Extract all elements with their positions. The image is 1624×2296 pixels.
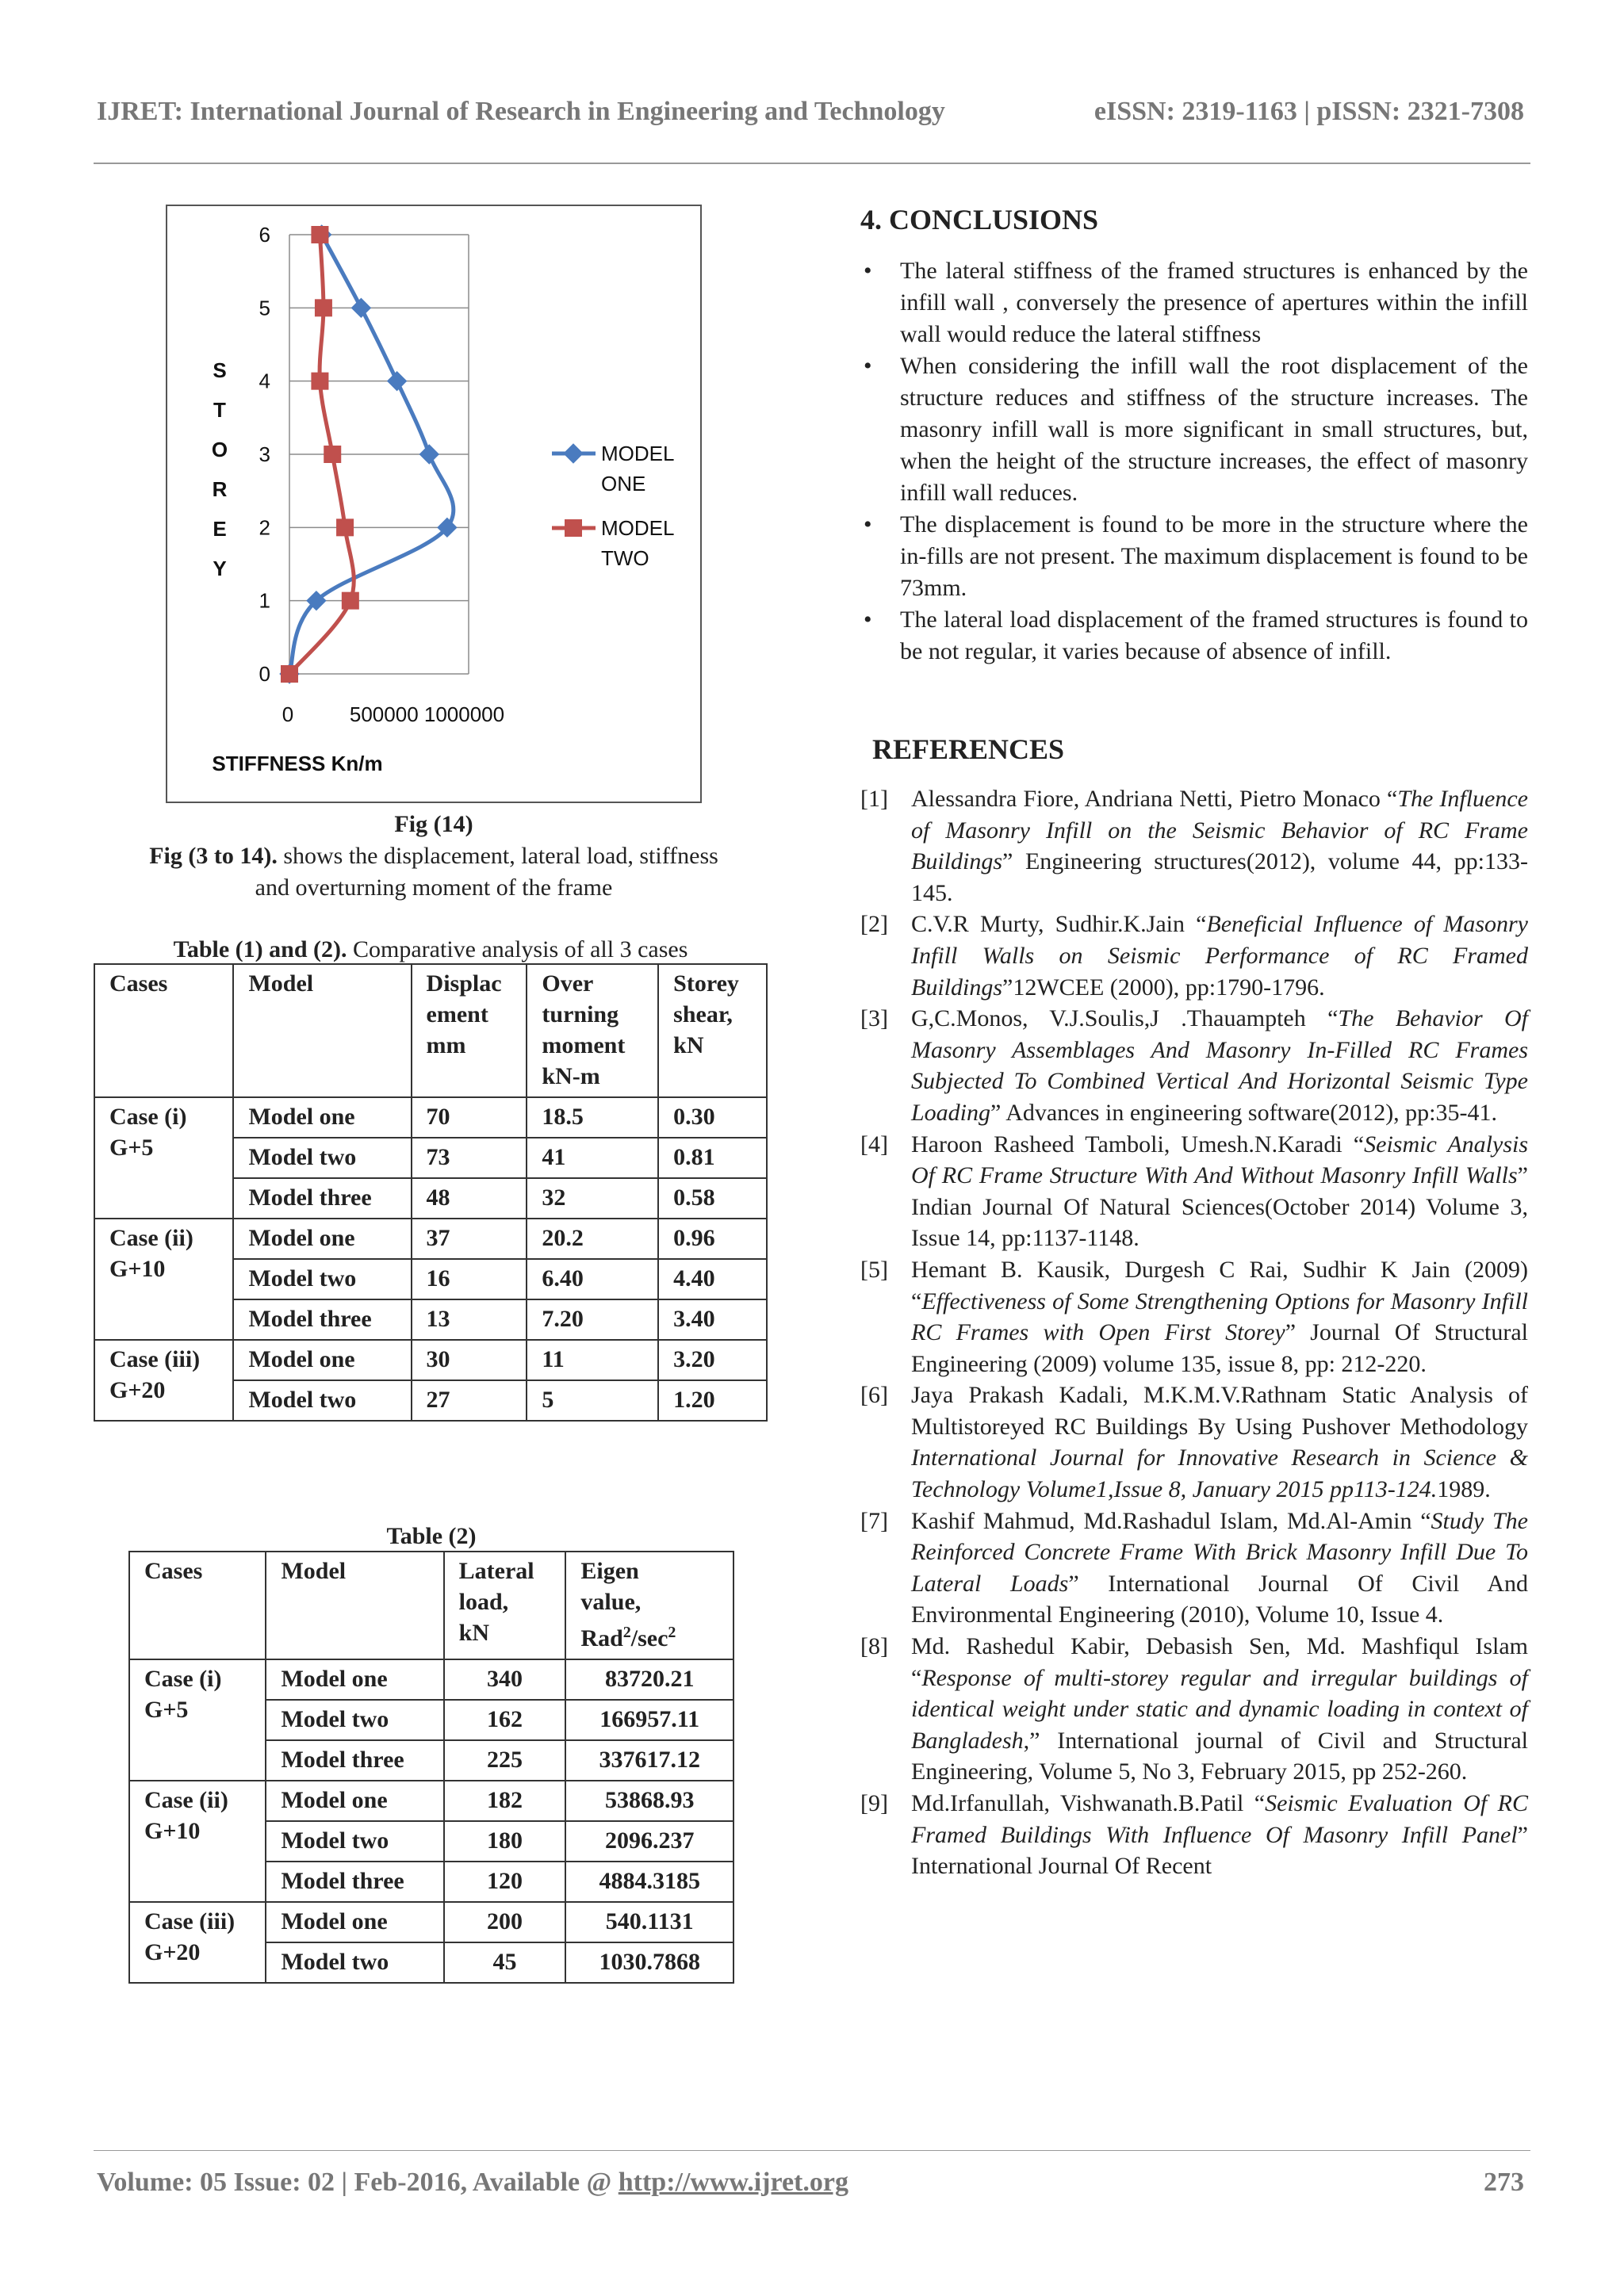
case-cell: Case (i) G+5 [129, 1659, 266, 1781]
reference-title: Seismic Evaluation Of RC Framed Buildings With Influence Of Masonry Infill Panel [911, 1790, 1528, 1848]
reference-text: ”12WCEE (2000), pp:1790-1796. [1002, 974, 1325, 1001]
reference-number: [1] [860, 786, 888, 812]
model-cell: Model two [266, 1942, 443, 1983]
table1-header-1: Cases [94, 964, 233, 1097]
y-tick-label: 6 [259, 223, 270, 247]
reference-text: G,C.Monos, V.J.Soulis,J .Thauampteh “ [911, 1005, 1339, 1032]
case-cell: Case (ii) G+10 [129, 1781, 266, 1902]
reference-text: Alessandra Fiore, Andriana Netti, Pietro Monaco “ [911, 786, 1398, 812]
y-axis-title-letter: Y [213, 557, 227, 580]
value-cell: 182 [444, 1781, 566, 1821]
eigen-unit-sup: 2 [622, 1624, 631, 1641]
y-tick-label: 0 [259, 662, 270, 686]
reference-number: [8] [860, 1633, 888, 1660]
table1-row [94, 1219, 767, 1259]
value-cell: 540.1131 [565, 1902, 733, 1942]
value-cell: 41 [527, 1138, 658, 1178]
reference-item [860, 1631, 1528, 1788]
table1-caption [94, 934, 768, 966]
reference-text: ” International Journal Of Recent [911, 1821, 1528, 1880]
table2-row [129, 1659, 733, 1700]
value-cell: 225 [444, 1740, 566, 1781]
header-rule [94, 163, 1530, 164]
conclusions-list [860, 255, 1528, 668]
data-point [315, 299, 332, 316]
reference-text: ” International Journal Of Civil And Environmental Engineering (2010), Volume 10, Issue 4. [911, 1570, 1528, 1628]
conclusion-item: • The displacement is found to be more in the structure where the in-fills are not present. The maximum displacement is found to be 73mm. [860, 509, 1528, 604]
reference-item [860, 909, 1528, 1003]
reference-text: ” Engineering structures(2012), volume 44, pp:133-145. [911, 848, 1528, 906]
reference-text: 1989. [1437, 1476, 1491, 1503]
data-point [387, 371, 407, 391]
footer-rule [94, 2150, 1530, 2151]
model-cell: Model two [266, 1700, 443, 1740]
references-list [860, 783, 1528, 1882]
value-cell: 0.30 [658, 1097, 767, 1138]
stiffness-chart [167, 206, 700, 802]
reference-item [860, 1003, 1528, 1128]
data-point [351, 298, 371, 318]
issn: eISSN: 2319-1163 | pISSN: 2321-7308 [1094, 97, 1524, 126]
case-cell: Case (ii) G+10 [94, 1219, 233, 1340]
reference-title: The Influence of Masonry Infill on the Seismic Behavior of RC Frame Buildings [911, 786, 1528, 875]
model-cell: Model three [233, 1178, 411, 1219]
reference-text: Jaya Prakash Kadali, M.K.M.V.Rathnam Static Analysis of Multistoreyed RC Buildings By Using Pushover Methodology [911, 1382, 1528, 1440]
y-tick-label: 4 [259, 369, 270, 393]
model-cell: Model three [233, 1299, 411, 1340]
table1-header-2: Model [233, 964, 411, 1097]
reference-number: [9] [860, 1790, 888, 1816]
model-cell: Model one [266, 1781, 443, 1821]
y-tick-label: 1 [259, 588, 270, 613]
model-cell: Model three [266, 1740, 443, 1781]
x-axis-title: STIFFNESS Kn/m [212, 752, 383, 775]
model-cell: Model one [266, 1902, 443, 1942]
reference-number: [7] [860, 1507, 888, 1534]
legend-label: MODEL [601, 516, 675, 540]
page-footer [97, 2168, 1524, 2198]
reference-text: Kashif Mahmud, Md.Rashadul Islam, Md.Al-Amin “ [911, 1507, 1431, 1534]
model-cell: Model one [266, 1659, 443, 1700]
table2-header-row [129, 1552, 733, 1659]
model-cell: Model two [233, 1259, 411, 1299]
figure-label: Fig (14) [394, 811, 473, 837]
value-cell: 45 [444, 1942, 566, 1983]
table2-header-2: Model [266, 1552, 443, 1659]
value-cell: 4.40 [658, 1259, 767, 1299]
value-cell: 180 [444, 1821, 566, 1862]
reference-text: ” Journal Of Structural Engineering (2009) volume 135, issue 8, pp: 212-220. [911, 1319, 1528, 1377]
table1-caption-bold: Table (1) and (2). [173, 936, 347, 962]
reference-title: The Behavior Of Masonry Assemblages And Masonry In-Filled RC Frames Subjected To Combined Vertical And Horizontal Seismic Type Loading [911, 1005, 1529, 1126]
references-title: REFERENCES [872, 733, 1065, 765]
table1-header-5: Storey shear, kN [658, 964, 767, 1097]
reference-title: Effectiveness of Some Strengthening Options for Masonry Infill RC Frames with Open First Storey [911, 1288, 1528, 1346]
eigen-unit-base: /sec [630, 1625, 668, 1651]
value-cell: 120 [444, 1862, 566, 1902]
reference-number: [6] [860, 1382, 888, 1409]
table2-header-1: Cases [129, 1552, 266, 1659]
y-tick-label: 2 [259, 515, 270, 540]
value-cell: 73 [412, 1138, 527, 1178]
y-tick-label: 3 [259, 442, 270, 466]
data-point [342, 592, 359, 610]
value-cell: 16 [412, 1259, 527, 1299]
value-cell: 3.40 [658, 1299, 767, 1340]
table2-header-3: Lateral load, kN [444, 1552, 566, 1659]
table2 [128, 1551, 734, 1984]
reference-text: ” Indian Journal Of Natural Sciences(October 2014) Volume 3, Issue 14, pp:1137-1148. [911, 1162, 1528, 1252]
value-cell: 7.20 [527, 1299, 658, 1340]
reference-text: C.V.R Murty, Sudhir.K.Jain “ [911, 911, 1207, 938]
reference-item [860, 1380, 1528, 1505]
reference-item [860, 1788, 1528, 1882]
table1 [94, 963, 768, 1422]
page-number: 273 [1484, 2168, 1524, 2197]
reference-text: Md. Rashedul Kabir, Debasish Sen, Md. Mashfiqul Islam “ [911, 1633, 1528, 1691]
figure-caption-text: shows the displacement, lateral load, stiffness [277, 843, 718, 869]
value-cell: 3.20 [658, 1340, 767, 1380]
reference-title: Seismic Analysis Of RC Frame Structure With And Without Masonry Infill Walls [911, 1131, 1529, 1189]
reference-title: Study The Reinforced Concrete Frame With Brick Masonry Infill Due To Lateral Loads [911, 1507, 1528, 1597]
data-point [419, 444, 439, 464]
reference-text: Haroon Rasheed Tamboli, Umesh.N.Karadi “ [911, 1131, 1365, 1158]
value-cell: 200 [444, 1902, 566, 1942]
value-cell: 70 [412, 1097, 527, 1138]
reference-text: Hemant B. Kausik, Durgesh C Rai, Sudhir K Jain (2009) “ [911, 1256, 1528, 1314]
table2-caption: Table (2) [386, 1523, 477, 1549]
conclusions-title: 4. CONCLUSIONS [860, 204, 1099, 235]
value-cell: 48 [412, 1178, 527, 1219]
figure-caption [97, 809, 771, 904]
reference-number: [5] [860, 1256, 888, 1283]
value-cell: 30 [412, 1340, 527, 1380]
case-cell: Case (iii) G+20 [129, 1902, 266, 1983]
value-cell: 2096.237 [565, 1821, 733, 1862]
table1-row [94, 1097, 767, 1138]
value-cell: 20.2 [527, 1219, 658, 1259]
reference-text: ” Advances in engineering software(2012), pp:35-41. [990, 1099, 1498, 1126]
reference-title: Response of multi-storey regular and irregular buildings of identical weight under static and dynamic loading in context of Bangladesh [911, 1664, 1528, 1754]
y-axis-title-letter: T [213, 398, 226, 422]
table1-row [94, 1340, 767, 1380]
figure-caption-bold: Fig (3 to 14). [149, 843, 278, 869]
reference-number: [3] [860, 1005, 888, 1032]
value-cell: 37 [412, 1219, 527, 1259]
conclusion-item: • The lateral load displacement of the framed structures is found to be not regular, it varies because of absence of infill. [860, 604, 1528, 668]
value-cell: 0.96 [658, 1219, 767, 1259]
data-point [311, 226, 328, 243]
reference-item [860, 1129, 1528, 1254]
data-point [336, 519, 354, 536]
legend-marker [565, 519, 582, 537]
value-cell: 1030.7868 [565, 1942, 733, 1983]
reference-text: ,” International journal of Civil and Structural Engineering, Volume 5, No 3, February 2015, pp 252-260. [911, 1727, 1528, 1785]
value-cell: 6.40 [527, 1259, 658, 1299]
value-cell: 0.58 [658, 1178, 767, 1219]
model-cell: Model three [266, 1862, 443, 1902]
value-cell: 162 [444, 1700, 566, 1740]
footer-url[interactable]: http://www.ijret.org [618, 2168, 848, 2197]
value-cell: 53868.93 [565, 1781, 733, 1821]
reference-item [860, 1506, 1528, 1631]
model-cell: Model one [233, 1340, 411, 1380]
data-point [324, 446, 341, 463]
value-cell: 0.81 [658, 1138, 767, 1178]
table1-caption-text: Comparative analysis of all 3 cases [347, 936, 688, 962]
value-cell: 27 [412, 1380, 527, 1421]
chart-frame [166, 205, 702, 803]
legend-label: MODEL [601, 442, 675, 465]
y-tick-label: 5 [259, 296, 270, 320]
model-cell: Model two [233, 1138, 411, 1178]
model-cell: Model two [266, 1821, 443, 1862]
model-cell: Model one [233, 1219, 411, 1259]
reference-number: [4] [860, 1131, 888, 1158]
value-cell: 13 [412, 1299, 527, 1340]
conclusion-item: • When considering the infill wall the root displacement of the structure reduces and stiffness of the structure increases. The masonry infill wall is more significant in small structures, but, when the height of the structure increases, the effect of masonry infill wall reduces. [860, 350, 1528, 509]
value-cell: 4884.3185 [565, 1862, 733, 1902]
data-point [311, 373, 328, 390]
data-point [281, 665, 298, 683]
reference-text: Md.Irfanullah, Vishwanath.B.Patil “ [911, 1790, 1266, 1816]
eigen-unit-sup: 2 [668, 1624, 676, 1641]
table2-row [129, 1781, 733, 1821]
value-cell: 337617.12 [565, 1740, 733, 1781]
reference-title: Beneficial Influence of Masonry Infill Walls on Seismic Performance of RC Framed Buildings [911, 911, 1528, 1001]
value-cell: 5 [527, 1380, 658, 1421]
conclusion-item: • The lateral stiffness of the framed structures is enhanced by the infill wall , conversely the presence of apertures within the infill wall would reduce the lateral stiffness [860, 255, 1528, 350]
y-axis-title-letter: R [212, 477, 228, 501]
eigen-unit-base: Rad [580, 1625, 623, 1651]
legend-marker [563, 443, 583, 463]
reference-item [860, 1254, 1528, 1380]
value-cell: 11 [527, 1340, 658, 1380]
table1-header-4: Over turning moment kN-m [527, 964, 658, 1097]
case-cell: Case (i) G+5 [94, 1097, 233, 1219]
value-cell: 340 [444, 1659, 566, 1700]
value-cell: 83720.21 [565, 1659, 733, 1700]
journal-name: IJRET: International Journal of Research in Engineering and Technology [97, 97, 945, 126]
footer-text: Volume: 05 Issue: 02 | Feb-2016, Available @ [97, 2168, 619, 2197]
x-tick-label: 0 [282, 702, 294, 726]
figure-caption-line2: and overturning moment of the frame [255, 874, 613, 901]
value-cell: 1.20 [658, 1380, 767, 1421]
reference-number: [2] [860, 911, 888, 938]
table1-header-3: Displac ement mm [412, 964, 527, 1097]
legend-label: ONE [601, 472, 646, 496]
y-axis-title-letter: E [213, 517, 227, 541]
value-cell: 166957.11 [565, 1700, 733, 1740]
y-axis-title-letter: O [211, 438, 228, 461]
x-tick-label: 500000 1000000 [349, 702, 505, 726]
legend-label: TWO [601, 546, 649, 570]
y-axis-title-letter: S [213, 358, 227, 382]
case-cell: Case (iii) G+20 [94, 1340, 233, 1421]
model-cell: Model one [233, 1097, 411, 1138]
value-cell: 18.5 [527, 1097, 658, 1138]
value-cell: 32 [527, 1178, 658, 1219]
reference-title: International Journal for Innovative Research in Science & Technology Volume1,Issue 8, January 2015 pp113-124. [911, 1445, 1528, 1503]
model-cell: Model two [233, 1380, 411, 1421]
table2-header-4: Eigen value, $Rad^2/\sec^2$ [565, 1552, 733, 1659]
table1-header-row [94, 964, 767, 1097]
table2-row [129, 1902, 733, 1942]
reference-item [860, 783, 1528, 909]
